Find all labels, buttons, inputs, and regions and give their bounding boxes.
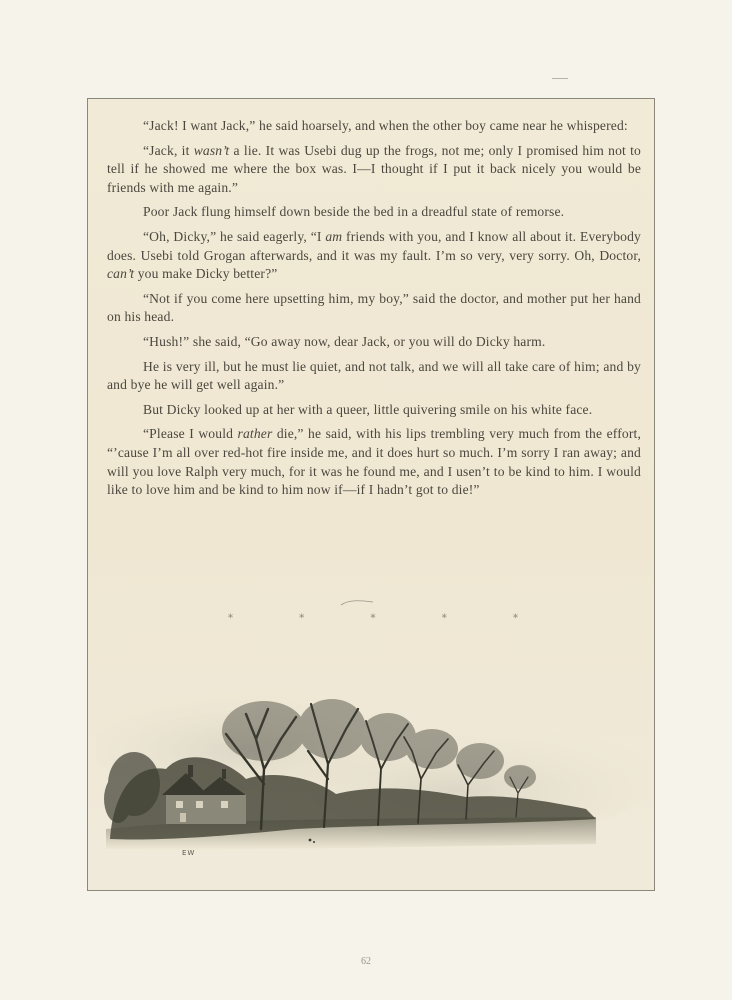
section-separator bbox=[228, 613, 518, 624]
text-run: friends with you, and I know all about it. Everybody does. Usebi told Grogan afterwards, and it was my fault. I’m so very, very sorry. Oh, Doctor, bbox=[107, 228, 641, 263]
paragraph bbox=[107, 401, 641, 420]
text-plate bbox=[87, 98, 655, 891]
italic-text: can’t bbox=[107, 266, 135, 282]
paragraph bbox=[107, 333, 641, 352]
text-run: But Dicky looked up at her with a queer, little quivering smile on his white face. bbox=[143, 401, 593, 417]
page-mark bbox=[552, 78, 568, 79]
paragraph bbox=[107, 203, 641, 222]
text-run: “Hush!” she said, “Go away now, dear Jack, or you will do Dicky harm. bbox=[143, 333, 546, 349]
paragraph bbox=[107, 425, 641, 499]
text-run: “Oh, Dicky,” he said eagerly, “I bbox=[143, 228, 326, 244]
text-run: Poor Jack flung himself down beside the bed in a dreadful state of remorse. bbox=[143, 204, 565, 220]
separator-star: * bbox=[299, 613, 305, 624]
separator-star: * bbox=[370, 613, 376, 624]
text-run: you make Dicky better?” bbox=[134, 266, 278, 282]
text-run: “Jack! I want Jack,” he said hoarsely, and when the other boy came near he whispered: bbox=[143, 118, 628, 133]
ornament-swash bbox=[340, 599, 374, 607]
paragraph bbox=[107, 228, 641, 284]
landscape-illustration bbox=[96, 669, 648, 879]
text-run: He is very ill, but he must lie quiet, and not talk, and we will all take care of him; and by and bye he will get well again.” bbox=[107, 358, 641, 393]
text-run: die,” he said, with his lips trembling very much from the effort, “’cause I’m all over red-hot fire inside me, and it does hurt so much. I’m sorry I ran away; and will you love Ralph very much, for it was he found me, and I usen’t to be kind to him. I would like to love him and be kind to him now if—if I hadn’t got to die!” bbox=[107, 426, 641, 498]
text-run: “Not if you come here upsetting him, my boy,” said the doctor, and mother put her hand on his head. bbox=[107, 290, 641, 325]
text-run: “Please I would bbox=[143, 426, 238, 442]
text-run: a lie. It was Usebi dug up the frogs, not me; only I promised him not to tell if he showed me where the box was. I—I thought if I put it back nicely you would be friends with me again.” bbox=[107, 142, 642, 195]
paragraph bbox=[107, 142, 641, 198]
italic-text: am bbox=[325, 228, 343, 244]
page-number: 62 bbox=[361, 956, 371, 967]
text-run: “Jack, it bbox=[143, 142, 194, 158]
separator-star: * bbox=[441, 613, 447, 624]
separator-star: * bbox=[513, 613, 518, 624]
paragraph bbox=[107, 358, 641, 395]
paragraph bbox=[107, 117, 641, 136]
italic-text: wasn’t bbox=[193, 142, 230, 158]
italic-text: rather bbox=[237, 426, 273, 442]
paragraph bbox=[107, 290, 641, 327]
artist-signature: EW bbox=[182, 849, 196, 857]
separator-star: * bbox=[228, 613, 233, 624]
story-text bbox=[107, 117, 641, 506]
